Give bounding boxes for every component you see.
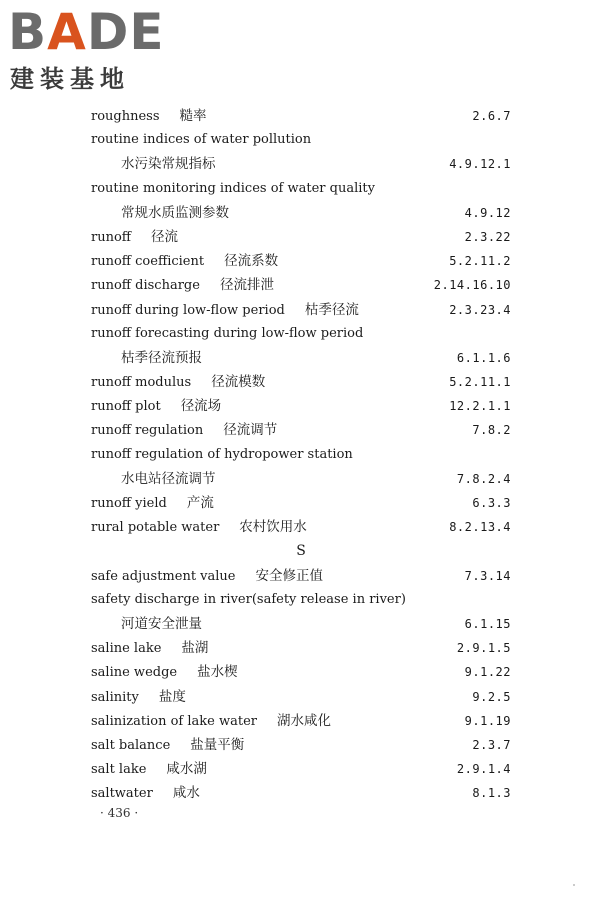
- entry-section-ref: 2.3.22: [464, 229, 511, 244]
- entry-section-ref: 5.2.11.2: [449, 254, 511, 269]
- entry-section-ref: 9.1.22: [464, 665, 511, 680]
- glossary-entry: [91, 757, 511, 781]
- glossary-entry: [91, 249, 511, 273]
- entry-section-ref: 2.9.1.5: [456, 641, 511, 656]
- entry-chinese-term: 咸水湖: [166, 761, 207, 778]
- entry-chinese-term: 水电站径流调节: [121, 470, 216, 487]
- entry-chinese-term: 农村饮用水: [239, 519, 307, 536]
- glossary-entry: [91, 322, 511, 346]
- glossary-entry: [91, 298, 511, 322]
- entry-term: runoff regulation: [91, 423, 204, 439]
- entry-section-ref: 12.2.1.1: [449, 399, 511, 414]
- entry-chinese-term: 径流模数: [211, 374, 266, 391]
- glossary-entry: [91, 709, 511, 733]
- entry-term: rural potable water: [91, 520, 220, 536]
- entry-section-ref: 8.2.13.4: [449, 520, 511, 535]
- entry-term: saline wedge: [91, 665, 178, 681]
- entry-term: runoff regulation of hydropower station: [91, 446, 353, 462]
- glossary-entry: [91, 128, 511, 152]
- entry-term: runoff: [91, 229, 132, 245]
- entry-term: safe adjustment value: [91, 568, 236, 584]
- entry-term: routine monitoring indices of water quality: [91, 180, 375, 196]
- entry-chinese-term: 湖水咸化: [276, 712, 331, 729]
- glossary-entry: [91, 491, 511, 515]
- entry-section-ref: 4.9.12.1: [449, 157, 511, 172]
- entry-term: runoff forecasting during low-flow period: [91, 325, 364, 341]
- entry-chinese-term: 安全修正值: [255, 567, 323, 584]
- scan-speck: [573, 884, 575, 886]
- entry-chinese-term: 枯季径流预报: [121, 349, 202, 366]
- entry-term: salt balance: [91, 737, 171, 753]
- entry-chinese-term: 盐湖: [181, 640, 209, 657]
- glossary-entry: [91, 418, 511, 442]
- entry-chinese-term: 径流排泄: [219, 277, 274, 294]
- glossary-entry: [91, 177, 511, 201]
- entry-chinese-term: 径流: [151, 228, 179, 245]
- entry-chinese-term: 径流系数: [224, 253, 279, 270]
- entry-section-ref: 8.1.3: [472, 786, 511, 801]
- glossary-entry: [91, 733, 511, 757]
- entry-chinese-term: 糙率: [179, 108, 207, 124]
- glossary-entry: [91, 370, 511, 394]
- glossary-entry: [91, 781, 511, 805]
- entry-section-ref: 2.6.7: [472, 109, 511, 123]
- glossary-entry: [91, 443, 511, 467]
- entry-section-ref: 6.1.15: [464, 616, 511, 631]
- glossary-entry: [91, 660, 511, 684]
- entry-term: salt lake: [91, 762, 147, 778]
- entry-chinese-term: 水污染常规指标: [121, 156, 216, 173]
- glossary-index-list: [91, 104, 511, 805]
- entry-chinese-term: 产流: [186, 495, 214, 511]
- entry-chinese-term: 径流场: [180, 398, 222, 415]
- bade-logo: [8, 4, 188, 96]
- entry-section-ref: 2.3.7: [472, 737, 511, 752]
- entry-section-ref: 5.2.11.1: [449, 375, 511, 390]
- entry-section-ref: 9.2.5: [472, 689, 511, 704]
- section-letter: S: [296, 543, 306, 560]
- entry-section-ref: 9.1.19: [464, 713, 511, 728]
- entry-chinese-term: 盐度: [158, 688, 186, 705]
- entry-term: runoff during low-flow period: [91, 302, 285, 318]
- entry-section-ref: 6.1.1.6: [456, 350, 511, 365]
- glossary-entry: [91, 152, 511, 176]
- entry-section-ref: 4.9.12: [464, 205, 511, 220]
- glossary-entry: [91, 346, 511, 370]
- glossary-entry: [91, 564, 511, 588]
- glossary-entry: [91, 394, 511, 418]
- entry-chinese-term: 咸水: [172, 785, 200, 802]
- entry-chinese-term: 河道安全泄量: [121, 615, 202, 632]
- logo-subtitle: 建装基地: [10, 65, 130, 93]
- entry-section-ref: 2.14.16.10: [433, 278, 511, 293]
- entry-term: runoff coefficient: [91, 254, 205, 270]
- entry-term: safety discharge in river(safety release in river): [91, 591, 406, 607]
- entry-term: saline lake: [91, 641, 162, 657]
- entry-section-ref: 7.8.2: [472, 423, 511, 438]
- glossary-entry: [91, 467, 511, 491]
- entry-term: runoff discharge: [91, 278, 200, 294]
- glossary-entry: [91, 612, 511, 636]
- entry-term: runoff modulus: [91, 375, 192, 391]
- entry-term: roughness: [91, 109, 160, 124]
- entry-chinese-term: 盐水楔: [197, 664, 238, 681]
- logo-wordmark: BADE: [8, 3, 165, 61]
- entry-term: salinity: [91, 689, 139, 705]
- entry-chinese-term: 常规水质监测参数: [121, 204, 229, 221]
- entry-chinese-term: 盐量平衡: [190, 736, 245, 753]
- page-number: · 436 ·: [100, 806, 139, 820]
- entry-term: runoff plot: [91, 399, 161, 415]
- entry-section-ref: 6.3.3: [472, 496, 511, 510]
- entry-chinese-term: 枯季径流: [304, 301, 359, 318]
- glossary-entry: [91, 515, 511, 539]
- glossary-entry: [91, 201, 511, 225]
- entry-term: routine indices of water pollution: [91, 132, 312, 148]
- entry-section-ref: 7.8.2.4: [456, 471, 511, 486]
- entry-chinese-term: 径流调节: [223, 422, 278, 439]
- entry-term: runoff yield: [91, 496, 167, 511]
- entry-term: salinization of lake water: [91, 713, 257, 729]
- entry-section-ref: 2.3.23.4: [449, 302, 511, 317]
- entry-section-ref: 2.9.1.4: [456, 762, 511, 777]
- glossary-entry: [91, 685, 511, 709]
- glossary-entry: [91, 273, 511, 297]
- glossary-entry: [91, 636, 511, 660]
- entry-term: saltwater: [91, 786, 153, 802]
- glossary-entry: [91, 588, 511, 612]
- entry-section-ref: 7.3.14: [464, 568, 511, 583]
- glossary-entry: [91, 225, 511, 249]
- glossary-entry: [91, 104, 511, 128]
